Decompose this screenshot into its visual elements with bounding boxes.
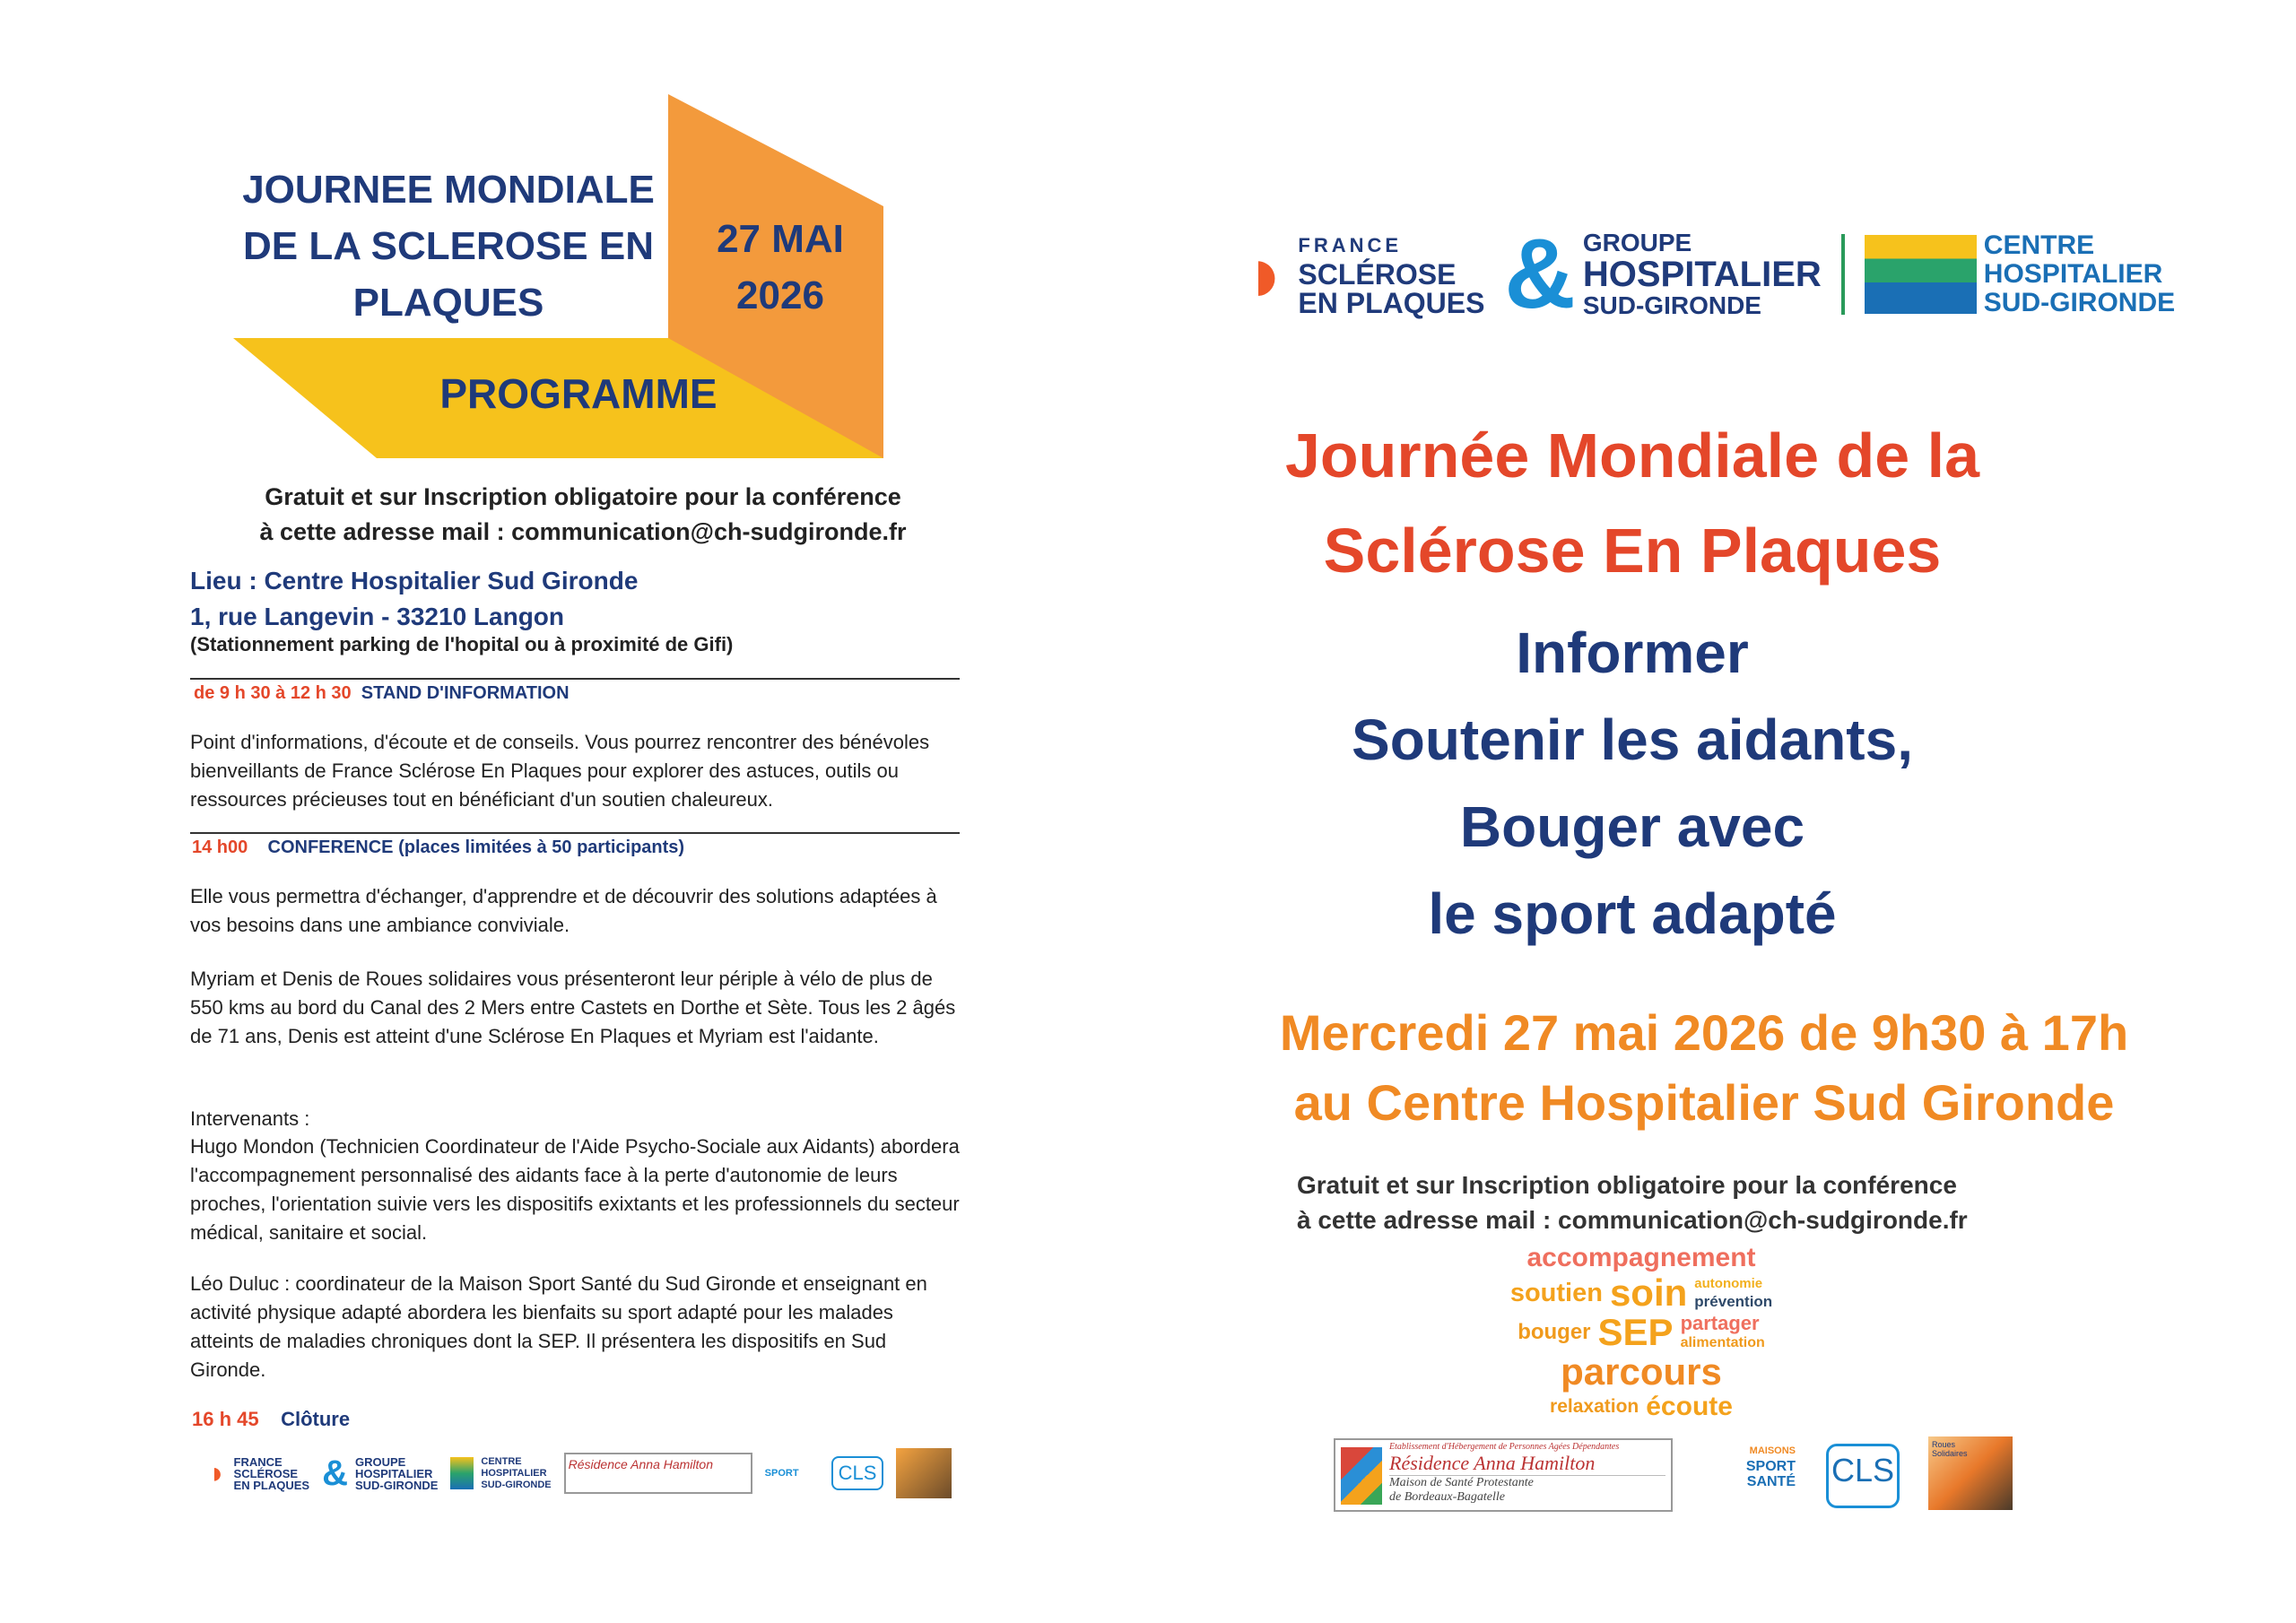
- logo-text: SUD-GIRONDE: [481, 1479, 552, 1490]
- maisons-sport-sante-logo: [1713, 1444, 1796, 1489]
- logo-text: SPORT: [1745, 1459, 1796, 1474]
- registration-line: Gratuit et sur Inscription obligatoire pour la conférence: [1297, 1171, 1957, 1199]
- word: alimentation: [1680, 1335, 1765, 1350]
- event-venue-line: au Centre Hospitalier Sud Gironde: [1293, 1074, 2115, 1131]
- logo-text: SANTÉ: [1746, 1474, 1796, 1489]
- word: prévention: [1694, 1293, 1773, 1310]
- banner-title-line: PLAQUES: [352, 281, 544, 325]
- logo-text: MAISONS: [1749, 1445, 1796, 1456]
- logo-text: FRANCE: [233, 1454, 283, 1469]
- speaker-leo-duluc: Léo Duluc : coordinateur de la Maison Sport Santé du Sud Gironde et enseignant en activité physique adapté abordera les bienfaits su sport adapté pour les malades atteints de maladies chroniques dont la SEP. Il présentera les dispositifs en Sud Gironde.: [190, 1272, 927, 1381]
- location: [190, 563, 638, 635]
- logo-divider: [1841, 234, 1845, 315]
- section-time: 16 h 45: [192, 1408, 259, 1430]
- roues-solidaires-image-small: [896, 1448, 952, 1498]
- fsep-logo-small: ◗ FRANCE SCLÉROSE EN PLAQUES: [208, 1454, 310, 1492]
- main-title-line: Journée Mondiale de la: [1284, 421, 1980, 490]
- header-logos: [1242, 219, 2176, 329]
- logo-text: SCLÉROSE: [1298, 258, 1457, 291]
- logo-text: SUD-GIRONDE: [1582, 291, 1761, 319]
- registration-notice-right: [1297, 1167, 1968, 1237]
- logo-text: GROUPE: [354, 1454, 406, 1469]
- ghsg-logo-small: & GROUPE HOSPITALIER SUD-GIRONDE: [322, 1453, 439, 1493]
- logo-text: HOSPITALIER: [1983, 259, 2163, 289]
- residence-sub: Maison de Santé Protestante: [1389, 1476, 1534, 1489]
- word: autonomie: [1694, 1276, 1763, 1291]
- banner-date-line: 2026: [736, 273, 824, 317]
- logo-text: HOSPITALIER: [354, 1466, 433, 1480]
- residence-anna-hamilton-logo: [1334, 1438, 1673, 1512]
- word: partager: [1680, 1312, 1760, 1334]
- logo-text: HOSPITALIER: [481, 1467, 547, 1479]
- residence-header: Etablissement d'Hébergement de Personnes Agées Dépendantes: [1389, 1442, 1620, 1452]
- main-title-line: Sclérose En Plaques: [1323, 516, 1942, 586]
- logo-text: SCLÉROSE: [233, 1466, 299, 1480]
- section-time: de 9 h 30 à 12 h 30: [194, 683, 352, 703]
- speakers-label: Intervenants :: [190, 1107, 310, 1130]
- subtitle-line: Bouger avec: [1459, 794, 1805, 859]
- logo-text: HOSPITALIER: [1582, 255, 1822, 294]
- word: SEP: [1597, 1311, 1674, 1353]
- banner-title: [224, 161, 673, 331]
- roues-solidaires-image: [1928, 1436, 2013, 1510]
- residence-logo-small: [564, 1453, 752, 1494]
- residence-name: Résidence Anna Hamilton: [1389, 1452, 1665, 1476]
- logo-text: GROUPE: [1582, 229, 1692, 256]
- cls-logo-small: CLS: [831, 1456, 884, 1490]
- residence-sub: de Bordeaux-Bagatelle: [1389, 1490, 1505, 1504]
- location-address: 1, rue Langevin - 33210 Langon: [190, 603, 565, 630]
- registration-email: à cette adresse mail : communication@ch-sudgironde.fr: [1297, 1206, 1968, 1234]
- banner-title-line: DE LA SCLEROSE EN: [243, 224, 654, 268]
- main-title: [1166, 408, 2099, 598]
- chsg-logo-small: [450, 1456, 551, 1491]
- logo-text: CENTRE: [481, 1455, 522, 1467]
- registration-notice: [224, 480, 942, 550]
- banner-date-line: 27 MAI: [717, 217, 844, 261]
- word-cloud: [1444, 1243, 1839, 1422]
- word: bouger: [1518, 1320, 1591, 1344]
- chsg-logo: [1865, 231, 2175, 317]
- banner-date: [677, 211, 883, 324]
- banner-title-line: JOURNEE MONDIALE: [242, 168, 655, 212]
- stand-description: Point d'informations, d'écoute et de conseils. Vous pourrez rencontrer des bénévoles bienveillants de France Sclérose En Plaques pour explorer des astuces, outils ou ressources précieuses tout en bénéficiant d'un soutien chaleureux.: [190, 731, 930, 811]
- conference-roues-solidaires: Myriam et Denis de Roues solidaires vous présenteront leur périple à vélo de plus de 550 kms au bord du Canal des 2 Mers entre Castets en Dorthe et Sète. Tous les 2 âgés de 71 ans, Denis est atteint d'une Sclérose En Plaques et Myriam est l'aidante.: [190, 968, 956, 1047]
- section-conference: [192, 838, 684, 858]
- logo-text: Roues Solidaires: [1932, 1440, 1968, 1458]
- logo-text: SUD-GIRONDE: [1983, 288, 2176, 317]
- subtitle-line: le sport adapté: [1428, 881, 1837, 946]
- subtitle-line: Informer: [1516, 621, 1749, 685]
- word: parcours: [1561, 1350, 1722, 1393]
- section-title: CONFERENCE (places limitées à 50 participants): [267, 838, 685, 857]
- divider: [190, 832, 960, 834]
- logo-text: SUD-GIRONDE: [354, 1478, 439, 1492]
- registration-email: à cette adresse mail : communication@ch-sudgironde.fr: [259, 518, 907, 545]
- speaker-hugo-mondon: Hugo Mondon (Technicien Coordinateur de l'Aide Psycho-Sociale aux Aidants) abordera l'accompagnement personnalisé des aidants face à la perte d'autonomie de leurs proches, l'orientation suivie vers les dispositifs exixtants et les professionnels du secteur médical, sanitaire et social.: [190, 1135, 960, 1244]
- word: accompagnement: [1526, 1243, 1756, 1272]
- section-stand: [194, 683, 570, 704]
- subtitle: [1166, 610, 2099, 958]
- subtitle-line: Soutenir les aidants,: [1352, 707, 1913, 772]
- cls-logo: CLS: [1826, 1444, 1900, 1508]
- residence-emblem-icon: [1341, 1447, 1382, 1505]
- section-title: Clôture: [281, 1408, 351, 1430]
- word: écoute: [1646, 1392, 1733, 1421]
- ghsg-logo: & GROUPE HOSPITALIER SUD-GIRONDE: [1504, 219, 1822, 329]
- logo-text: EN PLAQUES: [1298, 287, 1485, 319]
- event-date-line: Mercredi 27 mai 2026 de 9h30 à 17h: [1279, 1004, 2129, 1061]
- left-partner-logos: [208, 1448, 952, 1498]
- conference-intro: Elle vous permettra d'échanger, d'apprendre et de découvrir des solutions adaptées à vos besoins dans une ambiance conviviale.: [190, 885, 937, 936]
- word: soin: [1609, 1271, 1688, 1314]
- word: soutien: [1509, 1278, 1603, 1307]
- word: relaxation: [1550, 1396, 1639, 1417]
- logo-text: FRANCE: [1298, 234, 1403, 256]
- section-time: 14 h00: [192, 838, 248, 857]
- section-closing: [192, 1408, 350, 1431]
- registration-line: Gratuit et sur Inscription obligatoire pour la conférence: [265, 483, 901, 510]
- logo-text: Résidence Anna Hamilton: [568, 1457, 713, 1471]
- event-date: [1202, 998, 2206, 1138]
- programme-heading: PROGRAMME: [439, 370, 718, 417]
- logo-text: CENTRE: [1983, 230, 2095, 260]
- parking-note: (Stationnement parking de l'hopital ou à proximité de Gifi): [190, 633, 734, 655]
- mss-logo-small: SPORT: [764, 1468, 799, 1479]
- fsep-logo: ◗ FRANCE SCLÉROSE EN PLAQUES: [1242, 230, 1485, 319]
- divider: [190, 678, 960, 680]
- location-name: Lieu : Centre Hospitalier Sud Gironde: [190, 567, 639, 595]
- section-title: STAND D'INFORMATION: [361, 683, 570, 703]
- logo-text: EN PLAQUES: [233, 1478, 310, 1492]
